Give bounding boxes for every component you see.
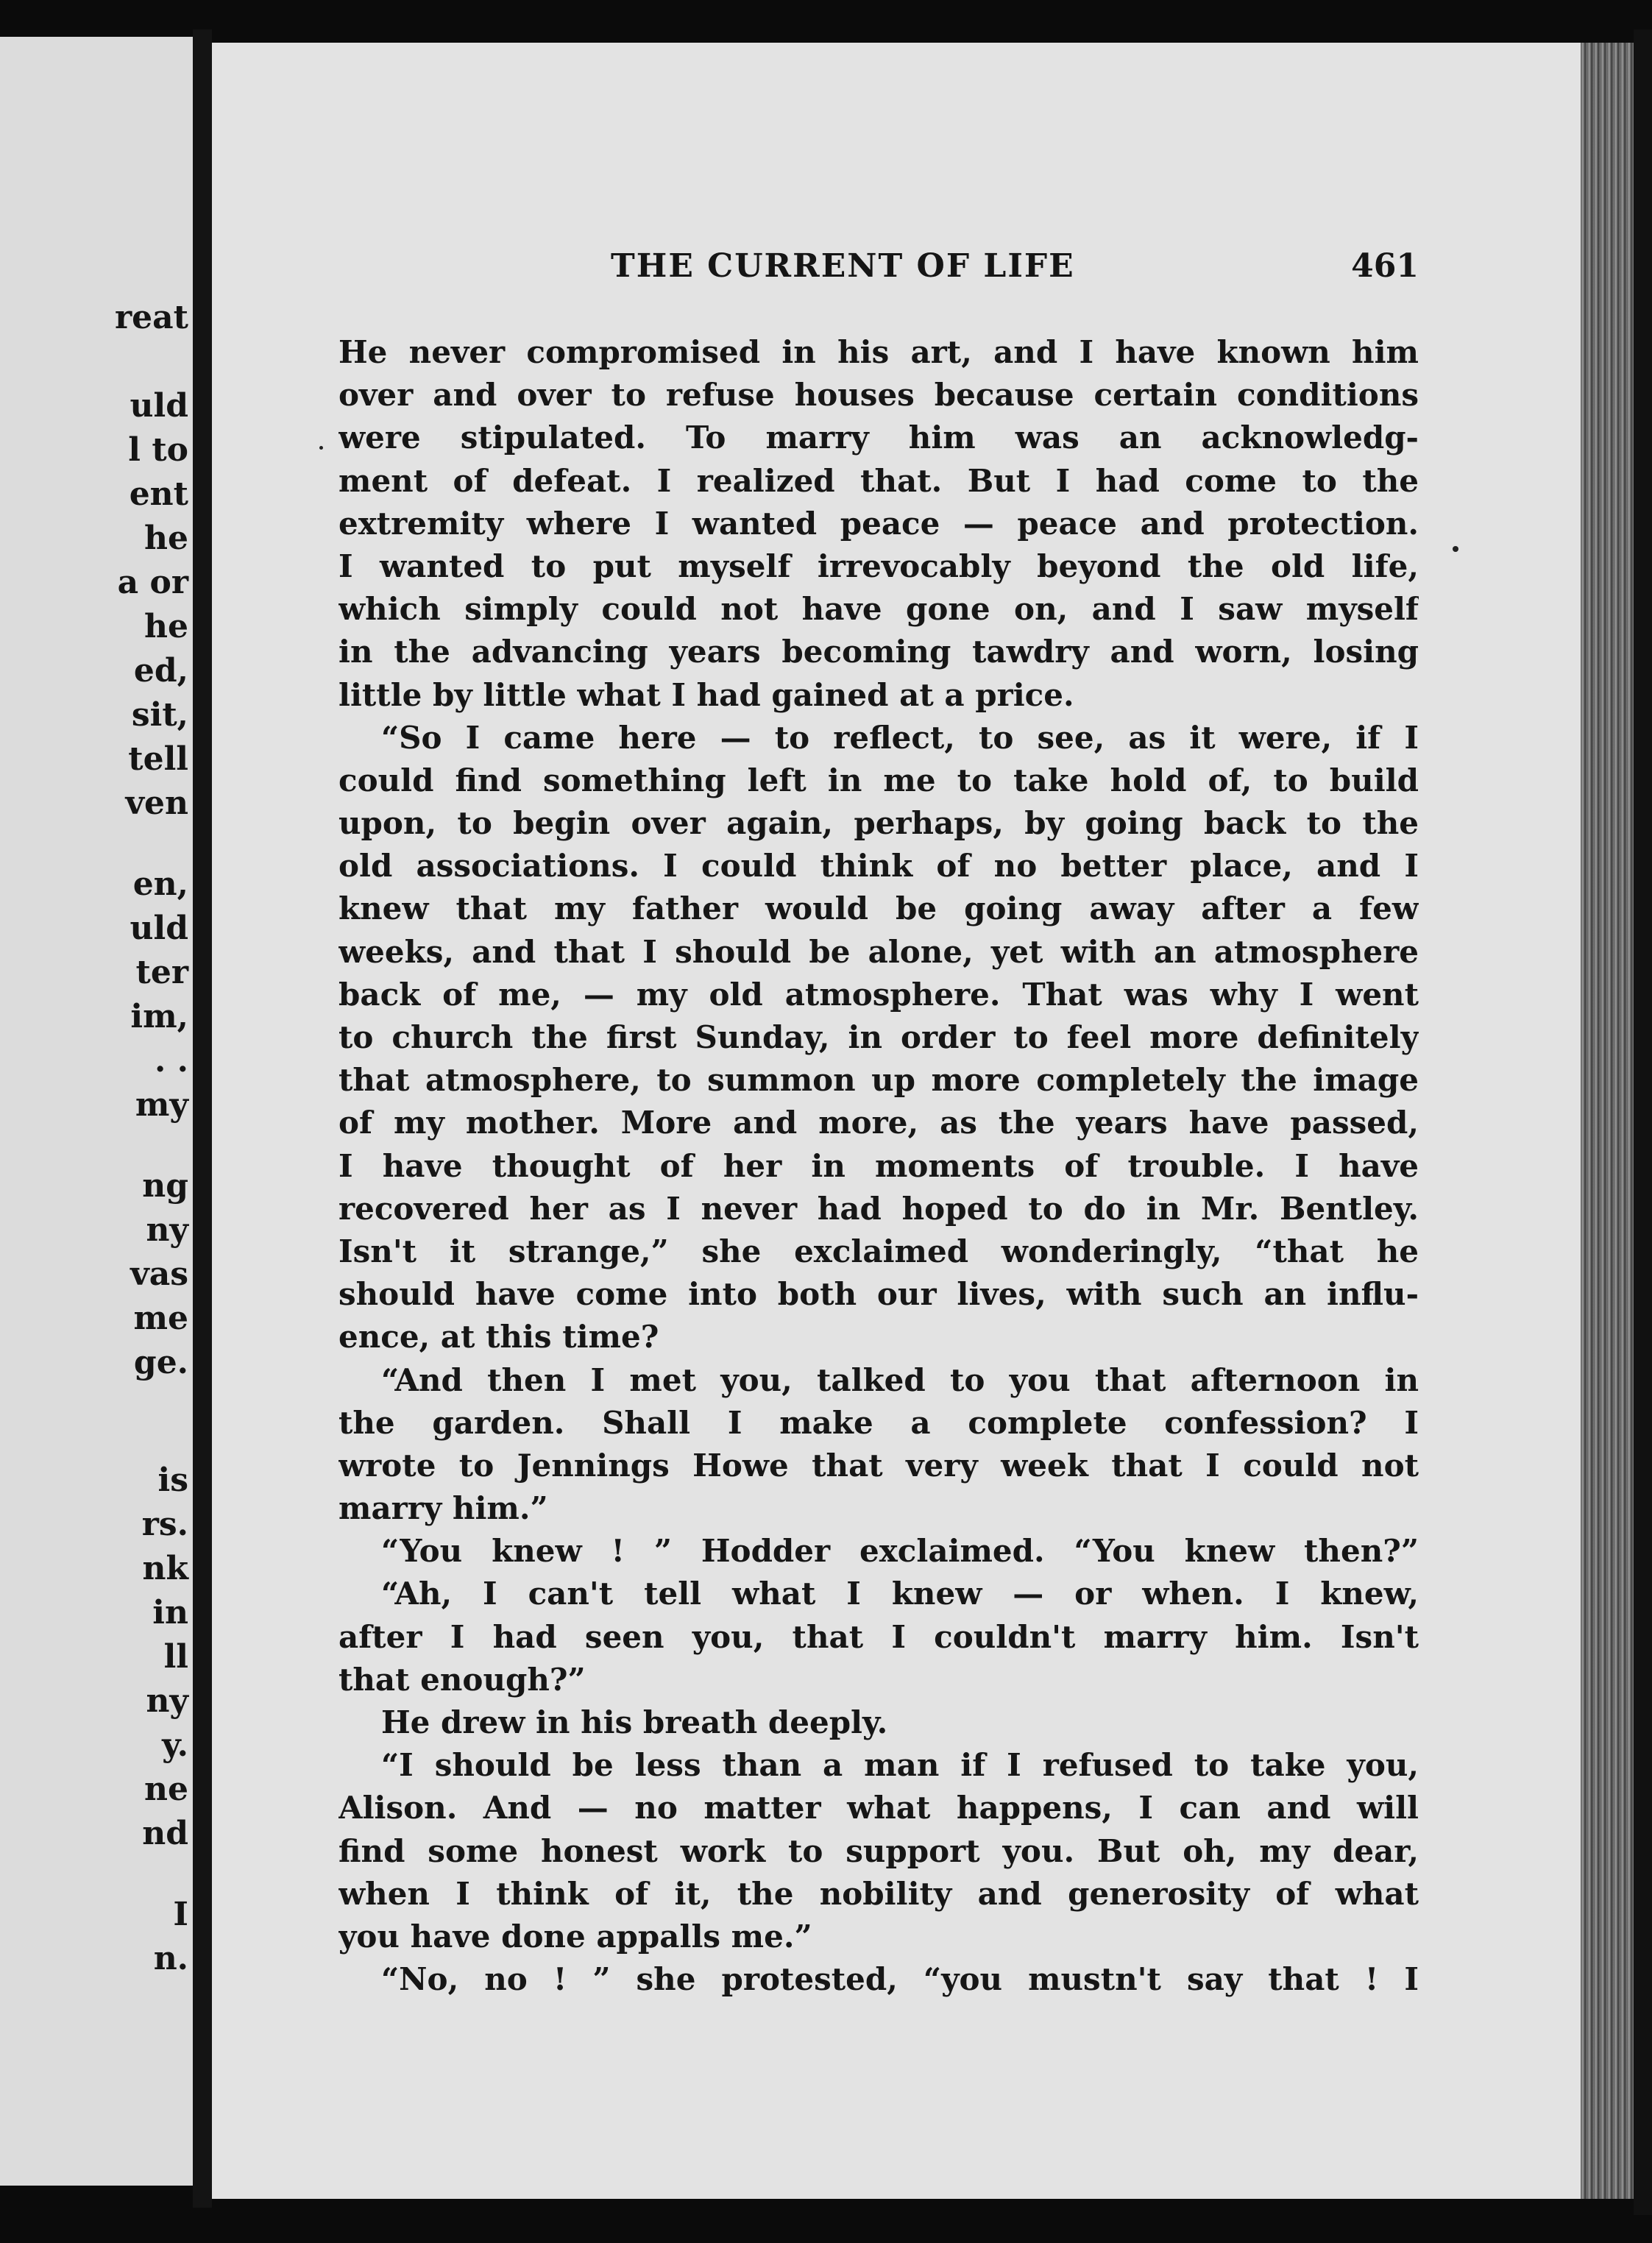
left-page-fragment: sit,	[131, 696, 188, 734]
text-line: knew that my father would be going away after a few	[338, 890, 1419, 927]
text-line: should have come into both our lives, with such an influ-	[338, 1276, 1419, 1313]
left-page-fragment: rs.	[141, 1506, 188, 1543]
left-page-fragment: he	[144, 520, 188, 557]
left-page-fragment: . .	[155, 1042, 188, 1080]
left-page-fragment: a or	[117, 564, 188, 601]
left-page-fragment: he	[144, 608, 188, 645]
text-line: “Ah, I can't tell what I knew — or when. I knew,	[381, 1576, 1419, 1612]
left-page-fragment: ent	[129, 475, 188, 513]
text-line: Isn't it strange,” she exclaimed wonderingly, “that he	[338, 1233, 1419, 1269]
text-line: that atmosphere, to summon up more completely the image	[338, 1062, 1419, 1099]
text-line: back of me, — my old atmosphere. That was why I went	[338, 976, 1419, 1013]
text-line: old associations. I could think of no better place, and I	[338, 848, 1419, 885]
ink-speck	[1453, 546, 1458, 552]
left-page-fragment: tell	[128, 740, 188, 778]
text-line: were stipulated. To marry him was an acknowledg-	[338, 419, 1419, 456]
text-line: He drew in his breath deeply.	[381, 1704, 888, 1740]
text-line: recovered her as I never had hoped to do in Mr. Bentley.	[338, 1190, 1419, 1227]
text-line: in the advancing years becoming tawdry and worn, losing	[338, 634, 1419, 670]
text-line: could find something left in me to take hold of, to build	[338, 762, 1419, 798]
left-page-fragment: me	[133, 1300, 188, 1337]
text-line: of my mother. More and more, as the years have passed,	[338, 1105, 1419, 1141]
text-line: wrote to Jennings Howe that very week that I could not	[338, 1447, 1419, 1484]
ink-speck	[319, 446, 323, 450]
text-line: “So I came here — to reflect, to see, as it were, if I	[381, 719, 1419, 756]
left-page-fragment: ter	[135, 954, 188, 991]
text-line: find some honest work to support you. But oh, my dear,	[338, 1832, 1419, 1869]
left-page-fragment: ed,	[133, 652, 188, 690]
text-line: “You knew ! ” Hodder exclaimed. “You knew then?”	[381, 1533, 1419, 1570]
left-page-fragment: ll	[163, 1638, 188, 1676]
text-line: Alison. And — no matter what happens, I can and will	[338, 1790, 1419, 1826]
left-page-fragment: n.	[153, 1940, 188, 1977]
text-line: “I should be less than a man if I refused to take you,	[381, 1747, 1419, 1784]
running-head	[338, 247, 1419, 291]
text-line: I have thought of her in moments of trouble. I have	[338, 1147, 1419, 1184]
left-page-fragment: ne	[144, 1771, 188, 1808]
left-page-fragment: I	[173, 1896, 188, 1933]
text-line: extremity where I wanted peace — peace and protection.	[338, 505, 1419, 542]
text-line: which simply could not have gone on, and I saw myself	[338, 591, 1419, 628]
body-text	[338, 331, 1419, 2001]
left-page-fragment: is	[157, 1461, 188, 1499]
left-page-fragment: ge.	[133, 1344, 188, 1381]
text-line: after I had seen you, that I couldn't marry him. Isn't	[338, 1618, 1419, 1655]
text-line: “And then I met you, talked to you that afternoon in	[381, 1361, 1419, 1398]
left-page-text-fragments	[0, 37, 193, 2186]
left-page-fragment: im,	[130, 998, 188, 1035]
text-line: the garden. Shall I make a complete confession? I	[338, 1404, 1419, 1441]
left-page-fragment: en,	[132, 865, 188, 903]
left-page-fragment: uld	[130, 387, 188, 425]
left-page-fragment: uld	[130, 910, 188, 947]
text-line: “No, no ! ” she protested, “you mustn't say that ! I	[381, 1961, 1419, 1998]
text-line: over and over to refuse houses because certain conditions	[338, 377, 1419, 414]
left-page-fragment: ny	[146, 1211, 188, 1249]
text-line: ence, at this time?	[338, 1319, 659, 1356]
text-line: upon, to begin over again, perhaps, by going back to the	[338, 805, 1419, 842]
left-page-fragment: reat	[114, 299, 188, 336]
left-page-fragment: ny	[146, 1682, 188, 1720]
text-line: when I think of it, the nobility and generosity of what	[338, 1875, 1419, 1912]
left-page-fragment: vas	[130, 1255, 188, 1293]
page-number: 461	[1351, 247, 1419, 285]
book-gutter	[193, 29, 212, 2208]
text-line: He never compromised in his art, and I have known him	[338, 334, 1419, 370]
text-line: you have done appalls me.”	[338, 1918, 812, 1955]
text-line: that enough?”	[338, 1661, 586, 1698]
text-line: marry him.”	[338, 1490, 548, 1527]
page-edges	[1581, 43, 1634, 2199]
page-edge-shadow	[1634, 29, 1652, 2215]
left-page-fragment: l to	[128, 431, 188, 469]
left-page-fragment: my	[135, 1086, 188, 1124]
text-line: I wanted to put myself irrevocably beyond the old life,	[338, 548, 1419, 584]
left-page-fragment: ng	[142, 1167, 188, 1205]
text-line: little by little what I had gained at a price.	[338, 676, 1074, 713]
left-page-fragment: nd	[142, 1815, 188, 1852]
text-line: ment of defeat. I realized that. But I had come to the	[338, 462, 1419, 499]
left-facing-page	[0, 37, 193, 2186]
running-head-title: THE CURRENT OF LIFE	[611, 247, 1075, 285]
left-page-fragment: y.	[162, 1726, 188, 1764]
left-page-fragment: in	[152, 1594, 188, 1631]
text-line: weeks, and that I should be alone, yet with an atmosphere	[338, 933, 1419, 970]
left-page-fragment: ven	[125, 784, 188, 822]
left-page-fragment: nk	[142, 1550, 188, 1587]
text-line: to church the first Sunday, in order to feel more definitely	[338, 1019, 1419, 1055]
